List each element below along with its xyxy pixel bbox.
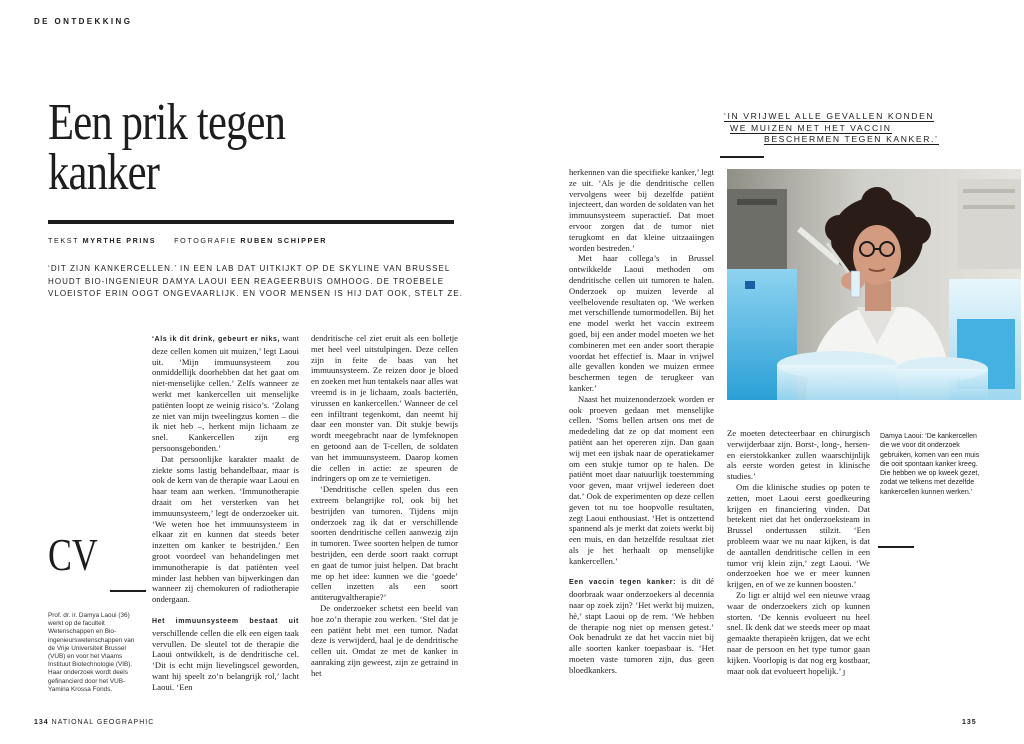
credits-photo-author: RUBEN SCHIPPER (240, 236, 328, 245)
pull-quote (724, 111, 964, 146)
lab-photo (727, 169, 1021, 400)
headline-line-1: Een prik tegen (48, 94, 286, 151)
pull-quote-line-3 (724, 134, 964, 146)
col1-p1-text: want deze cellen komen uit muizen,’ legt Laoui uit. ‘Mijn immuunsysteem zou onmiddellijk doorhebben dat het gaat om niet-menselijke cellen.’ Zelfs wanneer ze werkt met kankercellen uit menselijke patiënten loopt ze weinig risico’s. ‘Zolang ze niet van mijn tweelingzus komen – die ik niet heb –, herkent mijn lichaam ze snel. Kankercellen zijn erg persoonsgebonden.’ (152, 333, 299, 453)
pull-quote-text-3: BESCHERMEN TEGEN KANKER.’ (764, 134, 939, 145)
caption-rule (878, 546, 914, 548)
footer-left (34, 719, 154, 726)
col4-paragraph-3: Zo ligt er altijd wel een nieuwe vraag waar de onderzoekers zich op kunnen storten. ‘De kennis evolueert nu heel snel. Ik denk dat we steeds meer op maat gemaakte therapieën krijgen, dat we echt naar de persoon en het type tumor gaan kijken. Voorlopig is dat nog erg kostbaar, maar ook dat evolueert hopelijk.’ ȷ (727, 589, 870, 676)
body-column-2 (311, 333, 458, 679)
pull-quote-line-2 (724, 123, 964, 135)
col1-p3-text: verschillende cellen die elk een eigen taak vervullen. De sleutel tot de therapie die Laoui ontwikkelt, is de dendritische cel. ‘Dit is echt mijn lievelingscel geworden, want hij speelt zo’n belangrijk rol,’ lacht Laoui. ‘Een (152, 627, 299, 692)
magazine-name: NATIONAL GEOGRAPHIC (51, 719, 155, 726)
page-number-right: 135 (962, 719, 977, 726)
headline (48, 94, 327, 201)
col3-lead-in: Een vaccin tegen kanker: (569, 579, 677, 587)
body-column-4 (727, 428, 870, 676)
credits-text-label: TEKST (48, 236, 80, 245)
photo-caption: Damya Laoui: ‘De kankercellen die we voor dit onderzoek gebruiken, komen van een muis die ooit spontaan kanker kreeg. Die hebben we op kweek gezet, zodat we telkens met dezelfde kankercellen kunnen werken.’ (880, 433, 980, 496)
cv-title: CV (48, 529, 98, 580)
col1-lead-in-2: Het immuunsysteem bestaat uit (152, 617, 299, 625)
pull-quote-text-1: ‘IN VRIJWEL ALLE GEVALLEN KONDEN (724, 111, 935, 121)
credits (48, 236, 327, 245)
col4-paragraph-2: Om die klinische studies op poten te zetten, moet Laoui eerst goedkeuring krijgen en financiering vinden. Dat betekent niet dat het onderzoeksteam in Brussel ondertussen stilzit. ‘Een probleem waar we nu naar kijken, is dat de aantallen dendritische cellen in een tumor vrij klein zijn,’ zegt Laoui. ‘We onderzoeken hoe we er meer kunnen krijgen, en of we ze kunnen boosten.’ (727, 481, 870, 590)
lab-photo-illustration (727, 169, 1021, 400)
headline-rule (48, 220, 454, 224)
page-number-left: 134 (34, 719, 49, 726)
pull-quote-rule (720, 156, 764, 158)
pull-quote-text-2: WE MUIZEN MET HET VACCIN (730, 122, 892, 133)
headline-line-2: kanker (48, 144, 160, 201)
col2-paragraph-3: De onderzoeker schetst een beeld van hoe zo’n therapie zou werken. ‘Stel dat je een patiënt hebt met een tumor. Nadat deze is verwijderd, haal je de dendritische cellen uit. Omdat ze met de kanker in aanraking zijn geweest, zijn ze getraind in het (311, 602, 458, 678)
credits-text-author: MYRTHE PRINS (82, 236, 157, 245)
col3-paragraph-3: Naast het muizenonderzoek worden er ook proeven gedaan met menselijke cellen. ‘Soms bellen artsen ons met de mededeling dat ze op dat moment een patiënt aan het opereren zijn. Dan gaan wij met een ijsbak naar de operatiekamer om een stukje tumor op te halen. De patiënt moet daar natuurlijk toestemming voor geven, maar vrijwel iedereen doet dat.’ Ook de experimenten op deze cellen geven tot nu toe hoopvolle resultaten, zegt Laoui enthousiast. ‘Het is ontzettend spannend als je merkt dat zoiets werkt bij een muis, en dan hetzelfde resultaat ziet als je het herhaalt op menselijke kankercellen.’ (569, 393, 714, 566)
col2-paragraph-2: ‘Dendritische cellen spelen dus een extreem belangrijke rol, ook bij het bestrijden van tumoren. Tijdens mijn onderzoek zag ik dat er verschillende soorten dendritische cellen aanwezig zijn in tumoren. Twee soorten helpen de tumor bestrijden, een derde soort raakt corrupt en gaat de tumor juist helpen. Dat bracht me op het idee: kunnen we die ‘goede’ cellen inzetten als een soort antiterugvaltherapie?’ (311, 484, 458, 603)
section-label: DE ONTDEKKING (34, 17, 133, 26)
intro-paragraph: ‘DIT ZIJN KANKERCELLEN.’ IN EEN LAB DAT UITKIJKT OP DE SKYLINE VAN BRUSSEL HOUDT BIO-INGENIEUR DAMYA LAOUI EEN REAGEERBUIS OMHOOG. DE TROEBELE VLOEISTOF ERIN OOGT ONGEVAARLIJK. EN VOOR MENSEN IS HIJ DAT OOK, STELT ZE. (48, 264, 463, 299)
col3-paragraph-1: herkennen van die specifieke kanker,’ legt ze uit. ‘Als je die dendritische cellen vervolgens weer bij dezelfde patiënt injecteert, dan worden de soldaten van het immuunsysteem superactief. Dat moet ervoor zorgen dat de tumor niet terugkomt en dat kleine uitzaaiingen worden bestreden.’ (569, 167, 714, 253)
col3-paragraph-2: Met haar collega’s in Brussel ontwikkelde Laoui methoden om dendritische cellen uit tumoren te halen. Onderzoek op muizen leverde al veelbelovende resultaten op. ‘We werken met verschillende tumormodellen. Bij het ene model werkt het vaccin extreem goed, bij een ander model moeten we het combineren met een ander soort therapie voordat het effectief is. Maar in vrijwel alle gevallen konden we muizen ermee beschermen tegen de terugkeer van kanker.’ (569, 253, 714, 393)
col1-lead-in: ‘Als ik dit drink, gebeurt er niks, (152, 336, 280, 343)
col1-paragraph-1 (152, 333, 299, 454)
body-column-3 (569, 167, 714, 676)
col3-paragraph-4 (569, 576, 714, 675)
pull-quote-line-1 (724, 111, 964, 123)
credits-photo-label: FOTOGRAFIE (174, 236, 237, 245)
body-column-1 (152, 333, 299, 693)
col1-paragraph-2: Dat persoonlijke karakter maakt de ziekte soms lastig behandelbaar, maar is ook de kern van de therapie waar Laoui en haar team aan werken. ‘Immunotherapie draait om het versterken van het immuunsysteem,’ legt de onderzoeker uit. ‘We weten hoe het immuunsysteem in elkaar zit en kunnen dat steeds beter inzetten om kanker te bestrijden.’ Een groot voordeel van behandelingen met immunotherapie is dat patiënten veel minder last hebben van bijwerkingen dan wanneer zij chemokuren of radiotherapie ondergaan. (152, 453, 299, 605)
cv-rule (110, 590, 146, 592)
col3-p4-text: is dit dé doorbraak waar onderzoekers al decennia naar op zoek zijn? ‘Het werkt bij muizen, hè,’ stapt Laoui op de rem. ‘We hebben de therapie nog niet op mensen getest.’ Ook benadrukt ze dat het vaccin niet bij alle soorten kanker toepasbaar is. ‘Het moeten vaste tumoren zijn, dus geen bloedkankers. (569, 576, 714, 675)
col1-paragraph-3 (152, 615, 299, 693)
col4-paragraph-1: Ze moeten detecteerbaar en chirurgisch verwijderbaar zijn. Borst-, long-, hersen- en eierstokkanker zullen waarschijnlijk als eerste worden getest in klinische studies.’ (727, 428, 870, 482)
cv-text: Prof. dr. ir. Damya Laoui (36) werkt op de faculteit Wetenschappen en Bio-ingenieurswetenschappen van de Vrije Universiteit Brussel (VUB) en voor het Vlaams Instituut Biotechnologie (VIB). Haar onderzoek wordt deels gefinancierd door het VUB-Yamina Krossa Fonds. (48, 612, 135, 693)
col2-paragraph-1: dendritische cel ziet eruit als een bolletje met heel veel uitstulpingen. Deze cellen zijn in feite de baas van het immuunsysteem. Ze reizen door je bloed en zoeken met hun tentakels naar alles wat vreemd is in je lichaam, zoals bacteriën, virussen en kankercellen.’ Wanneer de cel een infiltrant tegenkomt, dan neemt hij daar een monster van. Dit stukje bewijs wordt meegebracht naar de lymfeknopen en getoond aan de T-cellen, de soldaten van het immuunsysteem. Daarop komen die cellen in actie: ze speuren de indringers op om ze te vernietigen. (311, 333, 458, 484)
